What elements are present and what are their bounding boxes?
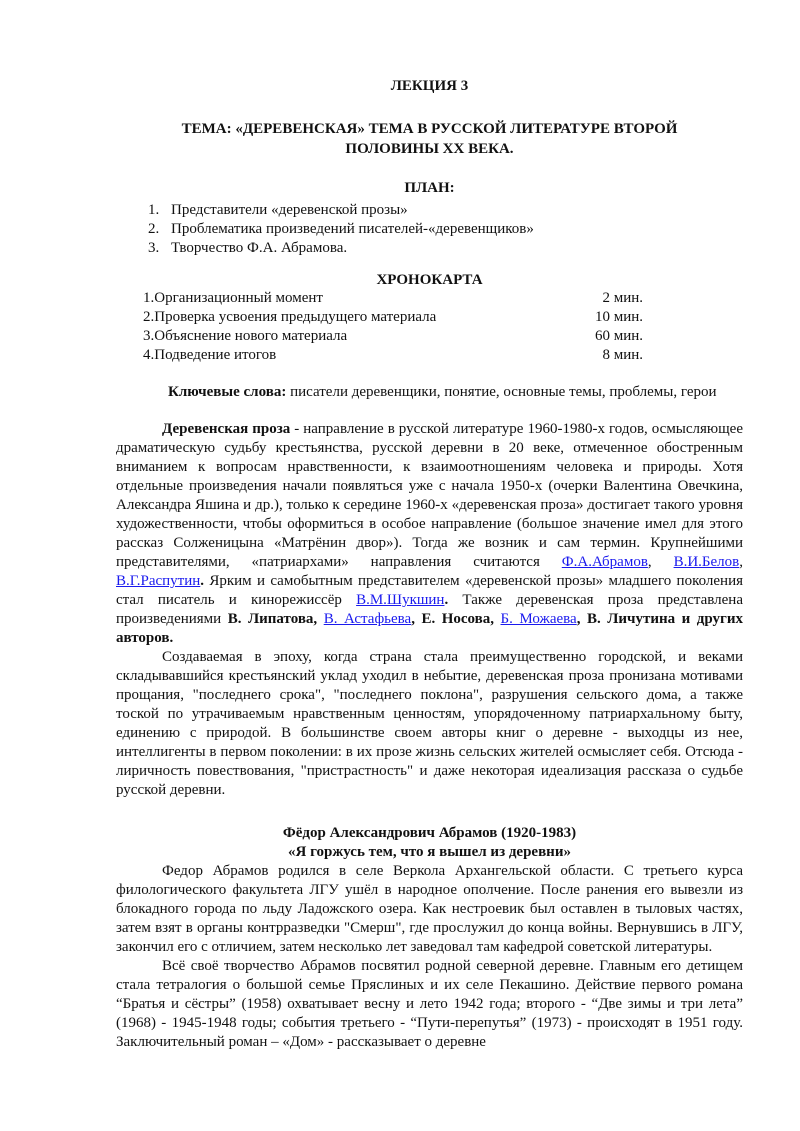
- chronomap-heading: ХРОНОКАРТА: [376, 272, 483, 288]
- separator: ,: [739, 554, 744, 570]
- era-paragraph: Создаваемая в эпоху, когда страна стала преимущественно городской, и веками складывавшийся крестьянский уклад уходил в небытие, деревенская проза пронизана мотивами прощания, "последнего срока", "последнего поклона", разрушения сельского дома, а также тоской по утрачиваемым нравственным ценностям, упорядоченному патриархальному быту, единению с природой. В большинстве своем авторы книг о деревне - выходцы из нее, интеллигенты в первом поколении: в их прозе жизнь сельских жителей осмысляет себя. Отсюда - лиричность повествования, "пристрастность" и даже некоторая идеализация рассказа о судьбе русской деревни.: [116, 649, 743, 798]
- definition-paragraph: [116, 420, 743, 648]
- chronomap-label: 1.Организационный момент: [143, 290, 323, 306]
- document-page: [116, 72, 743, 1052]
- plan-heading: ПЛАН:: [404, 180, 455, 196]
- keywords-paragraph: [116, 383, 743, 402]
- plan-item: 3. Творчество Ф.А. Абрамова.: [163, 239, 743, 258]
- chronomap-time: 2 мин.: [602, 290, 643, 306]
- plan-item: 1. Представители «деревенской прозы»: [163, 201, 743, 220]
- chronomap-row: [143, 327, 643, 346]
- chronomap-time: 10 мин.: [594, 309, 643, 325]
- author-lichutin: , В. Личутина и других авторов.: [116, 611, 743, 646]
- chronomap-label: 3.Объяснение нового материала: [143, 328, 348, 344]
- keywords-label: Ключевые слова:: [168, 384, 287, 400]
- bold-period: .: [200, 573, 205, 589]
- definition-text: Ярким и самобытным представителем «деревенской прозы» младшего поколения стал писатель и кинорежиссёр: [116, 573, 743, 608]
- link-shukshin[interactable]: В.М.Шукшин: [356, 592, 445, 608]
- chronomap-time: 8 мин.: [602, 347, 643, 363]
- bold-period: .: [444, 592, 449, 608]
- link-abramov[interactable]: Ф.А.Абрамов: [561, 554, 648, 570]
- chronomap-table: [143, 289, 643, 365]
- chronomap-label: 2.Проверка усвоения предыдущего материала: [143, 309, 437, 325]
- bio-quote: «Я горжусь тем, что я вышел из деревни»: [288, 844, 571, 860]
- bio-paragraph-2: Всё своё творчество Абрамов посвятил родной северной деревне. Главным его детищем стала тетралогия о большой семье Пряслиных и их селе Пекашино. Действие первого романа “Братья и сёстры” (1958) охватывает весну и лето 1942 года; второго - “Две зимы и три лета” (1968) - 1945-1948 годы; события третьего - “Пути-перепутья” (1973) - происходят в 1951 году. Заключительный роман – «Дом» - рассказывает о деревне: [116, 958, 743, 1050]
- author-nosov: , Е. Носова,: [411, 611, 501, 627]
- keywords-text: писатели деревенщики, понятие, основные темы, проблемы, герои: [286, 384, 717, 400]
- link-rasputin[interactable]: В.Г.Распутин: [116, 573, 201, 589]
- link-mozhaev[interactable]: Б. Можаева: [500, 611, 577, 627]
- topic-line-2: ПОЛОВИНЫ XX ВЕКА.: [345, 141, 514, 157]
- bio-paragraph-1: Федор Абрамов родился в селе Веркола Архангельской области. С третьего курса филологического факультета ЛГУ ушёл в народное ополчение. После ранения его вывезли из блокадного города по льду Ладожского озера. Как нестроевик был оставлен в тыловых частях, затем взят в органы контрразведки "Смерш", где прослужил до конца войны. Вернувшись в ЛГУ, закончил его с отличием, затем несколько лет заведовал там кафедрой советской литературы.: [116, 863, 743, 955]
- chronomap-row: [143, 346, 643, 365]
- topic-title: [116, 119, 743, 159]
- plan-list: [116, 201, 743, 258]
- chronomap-time: 60 мин.: [594, 328, 643, 344]
- topic-line-1: ТЕМА: «ДЕРЕВЕНСКАЯ» ТЕМА В РУССКОЙ ЛИТЕРАТУРЕ ВТОРОЙ: [181, 121, 678, 137]
- bio-heading: [116, 824, 743, 862]
- link-belov[interactable]: В.И.Белов: [673, 554, 740, 570]
- link-astafiev[interactable]: В. Астафьева: [323, 611, 412, 627]
- chronomap-row: [143, 308, 643, 327]
- definition-text: Также деревенская проза представлена произведениями: [116, 592, 743, 627]
- plan-item: 2. Проблематика произведений писателей-«деревенщиков»: [163, 220, 743, 239]
- bio-title: Фёдор Александрович Абрамов (1920-1983): [282, 825, 577, 841]
- definition-text: - направление в русской литературе 1960-1980-х годов, осмысляющее драматическую судьбу крестьянства, русской деревни в 20 веке, отмеченное обостренным вниманием к вопросам нравственности, к взаимоотношениям человека и природы. Хотя отдельные произведения начали появляться уже с начала 1950-х (очерки Валентина Овечкина, Александра Яшина и др.), только к середине 1960-х «деревенская проза» достигает такого уровня художественности, чтобы оформиться в особое направление (большое значение имел для этого рассказ Солженицына «Матрёнин двор»). Тогда же возник и сам термин. Крупнейшими представителями, «патриархами» направления считаются: [116, 421, 743, 570]
- separator: ,: [647, 554, 674, 570]
- definition-term: Деревенская проза: [162, 421, 291, 437]
- lecture-title: ЛЕКЦИЯ 3: [390, 78, 469, 94]
- author-lipatov: В. Липатова,: [227, 611, 324, 627]
- chronomap-label: 4.Подведение итогов: [143, 347, 277, 363]
- chronomap-row: [143, 289, 643, 308]
